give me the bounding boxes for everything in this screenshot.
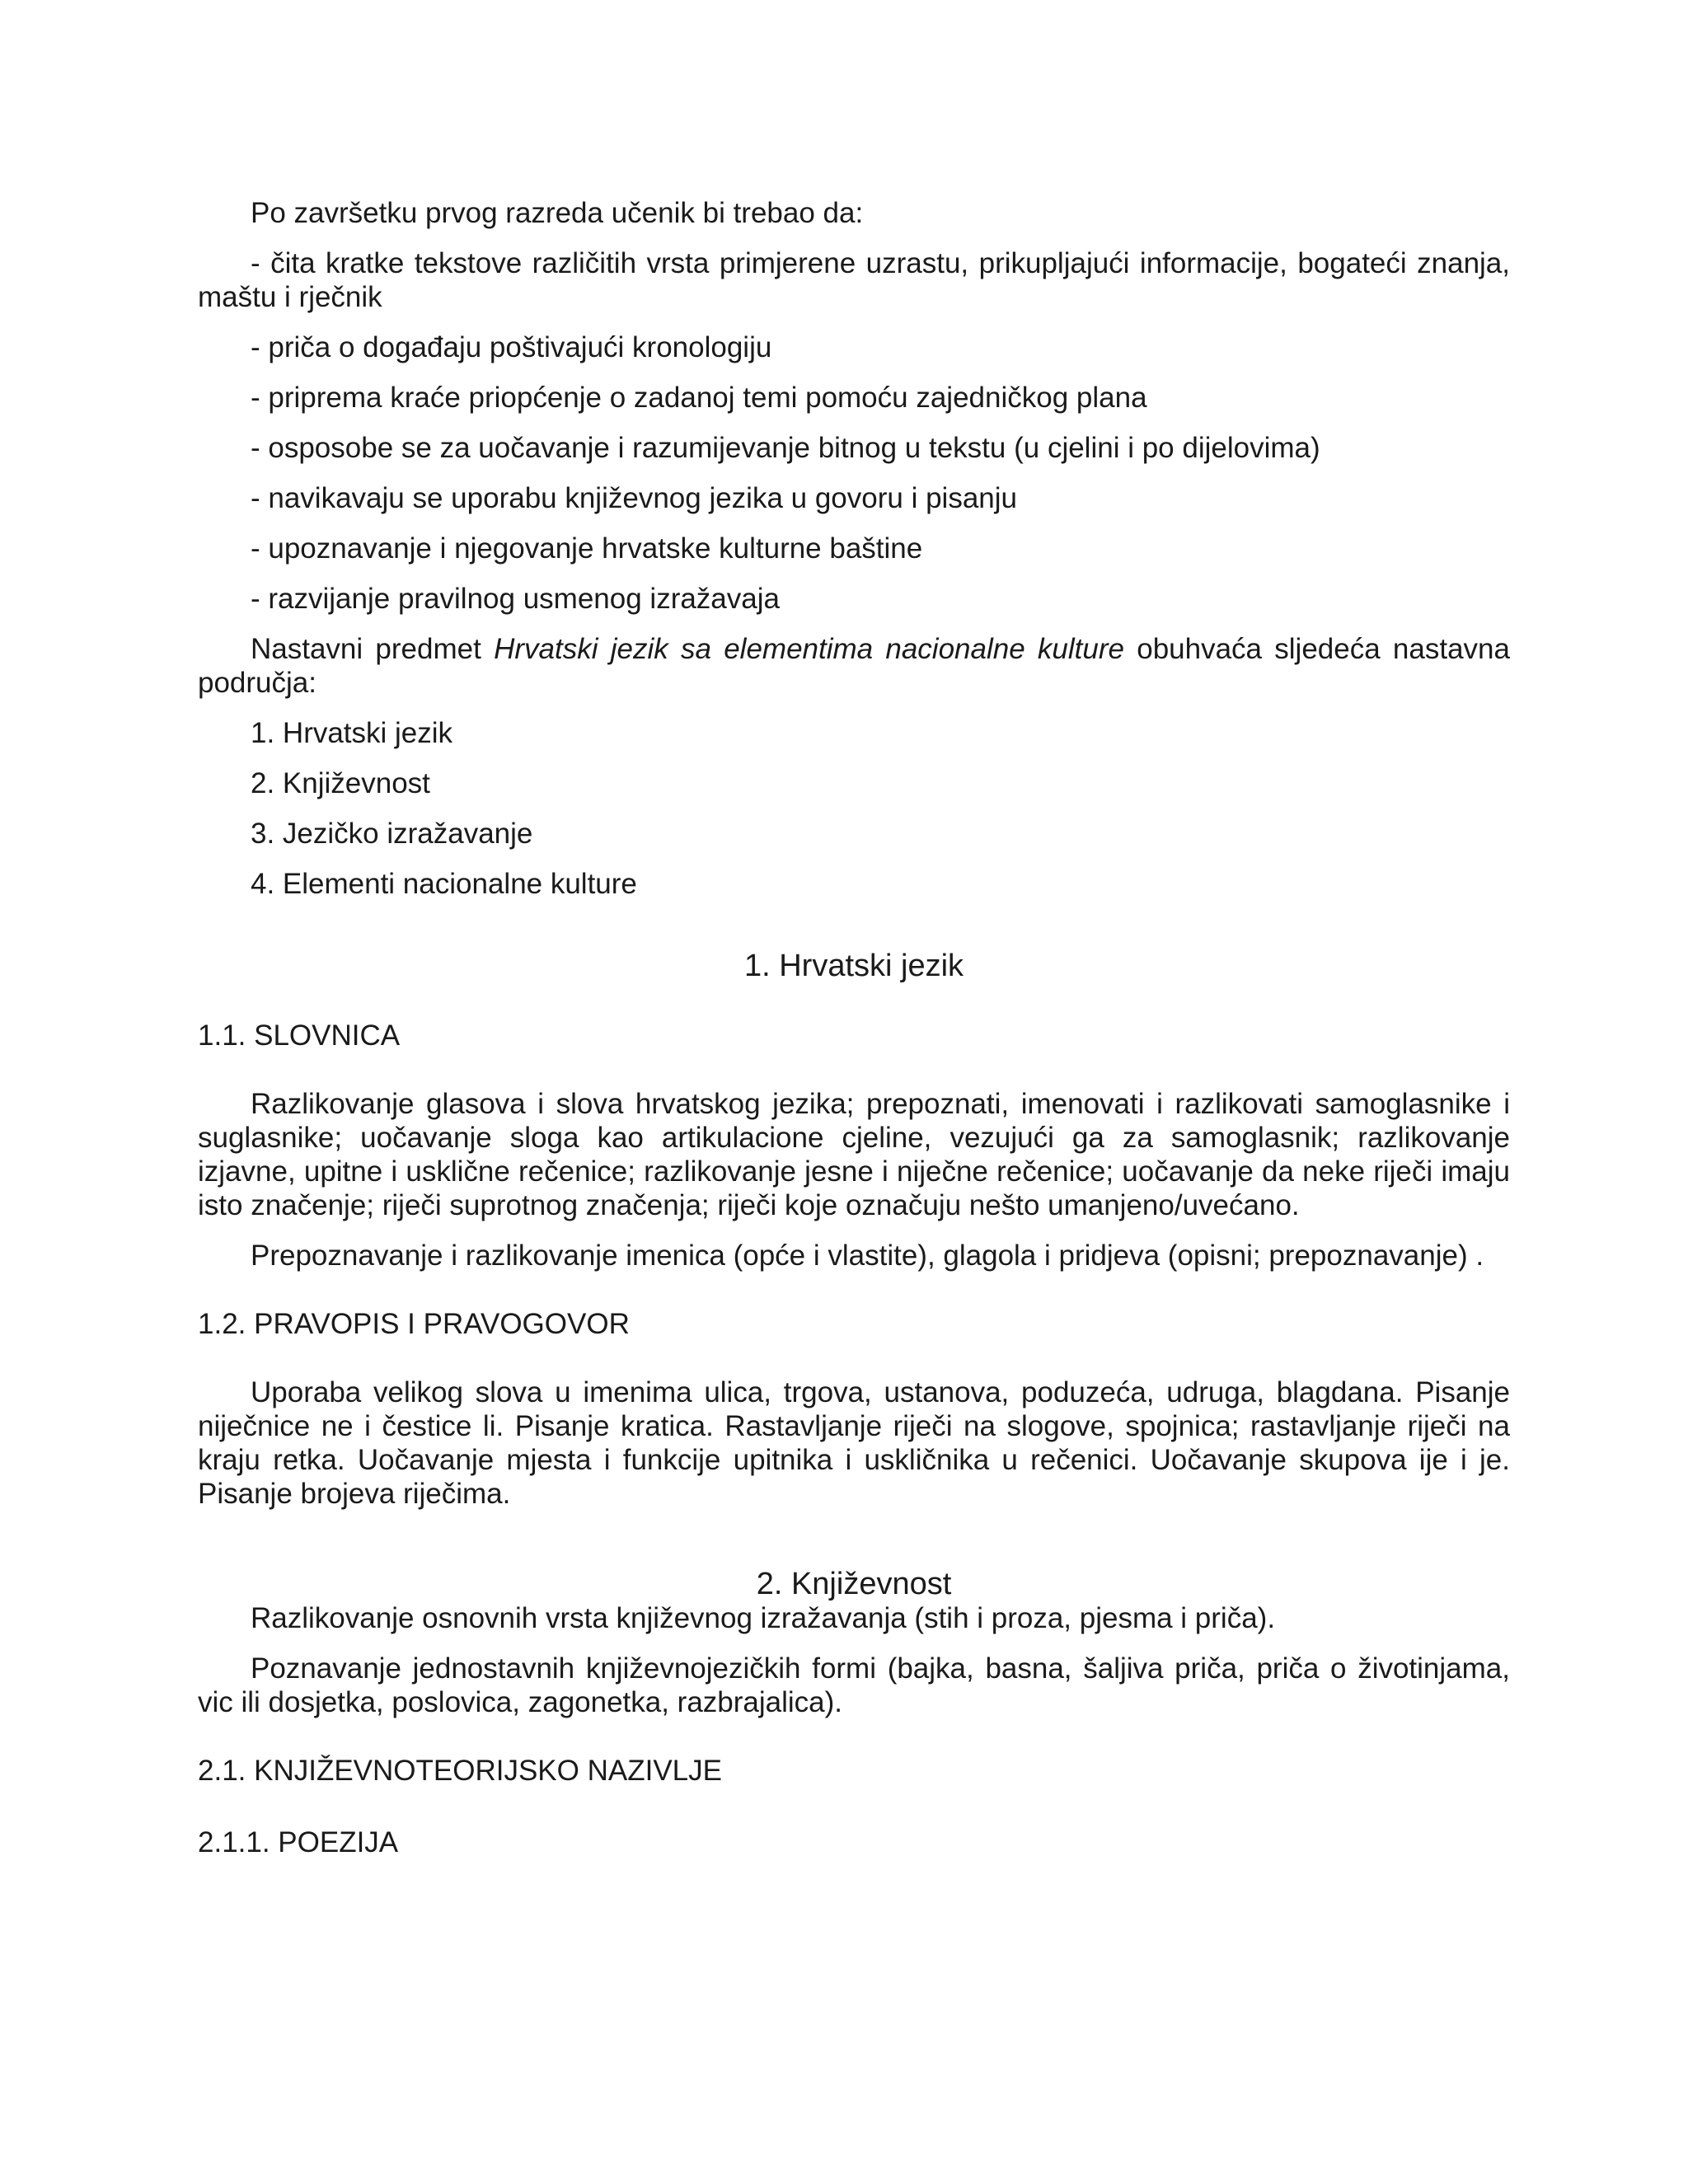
area-item: 3. Jezičko izražavanje [251, 818, 533, 850]
section2-paragraph: Poznavanje jednostavnih književnojezičkih formi (bajka, basna, šaljiva priča, priča o životinjama, vic ili dosjetka, poslovica, zagonetka, razbrajalica). [198, 1652, 1510, 1718]
intro-lead: Po završetku prvog razreda učenik bi trebao da: [251, 197, 864, 229]
section2-title: 2. Književnost [756, 1567, 952, 1601]
intro-bullet: - priča o događaju poštivajući kronologiju [251, 331, 772, 363]
intro-bullet: - navikavaju se uporabu književnog jezika u govoru i pisanju [251, 482, 1017, 514]
area-item: 2. Književnost [251, 767, 430, 799]
section2-paragraph: Razlikovanje osnovnih vrsta književnog izražavanja (stih i proza, pjesma i priča). [251, 1602, 1276, 1634]
section1-sub1-paragraph: Prepoznavanje i razlikovanje imenica (opće i vlastite), glagola i pridjeva (opisni; prepoznavanje) . [251, 1240, 1484, 1272]
section2-sub1-title: 2.1. KNJIŽEVNOTEORIJSKO NAZIVLJE [198, 1755, 722, 1787]
intro-bullet: - priprema kraće priopćenje o zadanoj temi pomoću zajedničkog plana [251, 382, 1147, 414]
intro-bullet: - upoznavanje i njegovanje hrvatske kulturne baštine [251, 532, 923, 565]
section1-sub1-paragraph: Razlikovanje glasova i slova hrvatskog jezika; prepoznati, imenovati i razlikovati samoglasnike i suglasnike; uočavanje sloga kao artikulacione cjeline, vezujući ga za samoglasnik; razlikovanje izjavne, upitne i usklične rečenice; razlikovanje jesne i niječne rečenice; uočavanje da neke riječi imaju isto značenje; riječi suprotnog značenja; riječi koje označuju nešto umanjeno/uvećano. [198, 1088, 1510, 1221]
subject-prefix: Nastavni predmet [251, 633, 495, 665]
area-item: 4. Elementi nacionalne kulture [251, 868, 637, 900]
section1-sub2-paragraph: Uporaba velikog slova u imenima ulica, trgova, ustanova, poduzeća, udruga, blagdana. Pisanje niječnice ne i čestice li. Pisanje kratica. Rastavljanje riječi na slogove, spojnica; rastavljanje riječi na kraju retka. Uočavanje mjesta i funkcije upitnika i uskličnika u rečenici. Uočavanje skupova ije i je. Pisanje brojeva riječima. [198, 1376, 1510, 1510]
section1-sub1-title: 1.1. SLOVNICA [198, 1019, 401, 1052]
subject-name: Hrvatski jezik sa elementima nacionalne kulture [494, 633, 1124, 665]
intro-bullet: - osposobe se za uočavanje i razumijevanje bitnog u tekstu (u cjelini i po dijelovima) [251, 432, 1320, 464]
section1-sub2-title: 1.2. PRAVOPIS I PRAVOGOVOR [198, 1308, 630, 1340]
area-item: 1. Hrvatski jezik [251, 717, 453, 749]
section2-sub2-title: 2.1.1. POEZIJA [198, 1826, 399, 1858]
subject-paragraph [198, 632, 1510, 700]
intro-bullet: - čita kratke tekstove različitih vrsta primjerene uzrastu, prikupljajući informacije, bogateći znanja, maštu i rječnik [198, 247, 1510, 313]
intro-bullet: - razvijanje pravilnog usmenog izražavaja [251, 583, 780, 615]
document-page [198, 196, 1510, 1859]
subject-suffix: obuhvaća sljedeća nastavna područja: [198, 633, 1510, 699]
section1-title: 1. Hrvatski jezik [743, 949, 964, 983]
